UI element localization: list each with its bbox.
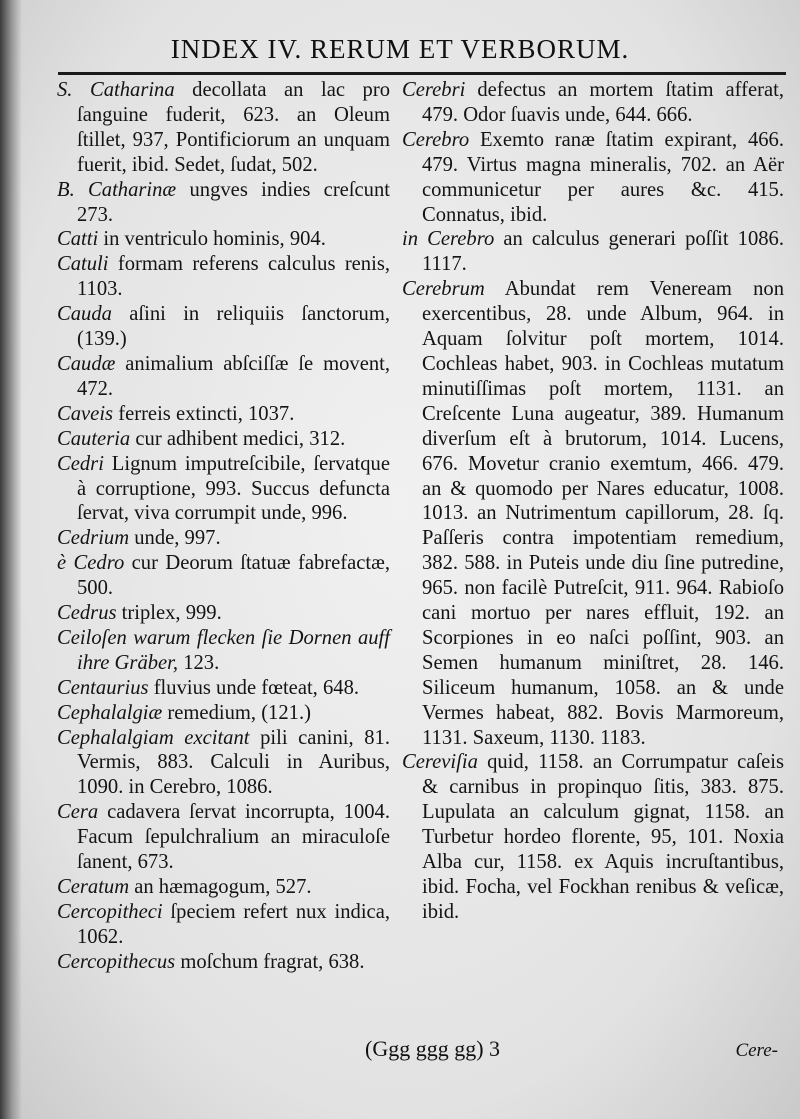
entry-text: an hæmagogum, 527. (129, 876, 312, 898)
entry-keyword: Cerebro (402, 128, 470, 151)
index-entry (57, 402, 390, 427)
index-entry (57, 875, 390, 900)
entry-keyword: Cauteria (57, 427, 131, 450)
entry-text: 123. (178, 651, 220, 674)
entry-text: triplex, 999. (116, 602, 222, 625)
entry-text: moſchum fragrat, 638. (175, 950, 365, 973)
entry-text: in ventriculo hominis, 904. (98, 228, 326, 251)
entry-keyword: B. Catharinæ (57, 178, 177, 201)
entry-text: decollata an lac pro ſanguine fuderit, 623. an Oleum ſtillet, 937, Pontificiorum an unquam fuerit, ibid. Sedet, ſudat, 502. (77, 79, 390, 176)
header-rule (58, 72, 786, 75)
index-entry (57, 551, 390, 601)
right-column (402, 78, 784, 925)
catchword: Cere- (735, 1040, 778, 1061)
entry-text: Exemto ranæ ſtatim expirant, 466. 479. Virtus magna mineralis, 702. an Aër communicetur per aures &c. 415. Connatus, ibid. (422, 128, 784, 226)
entry-keyword: Cephalalgiæ (57, 701, 163, 724)
entry-text: animalium abſciſſæ ſe movent, 472. (77, 352, 390, 400)
entry-keyword: Cephalalgiam excitant (57, 726, 250, 749)
entry-text: Lignum imputreſcibile, ſervatque à corruptione, 993. Succus defuncta ſervat, viva corrumpit unde, 996. (77, 452, 390, 525)
index-entry (402, 128, 784, 228)
entry-keyword: Cerebrum (402, 278, 485, 301)
index-entry (57, 601, 390, 626)
entry-text: aſini in reliquiis ſanctorum, (139.) (77, 303, 390, 351)
index-entry (57, 526, 390, 551)
entry-keyword: Centaurius (57, 676, 149, 699)
index-entry (57, 900, 390, 950)
entry-text: cadavera ſervat incorrupta, 1004. Facum ſepulchralium an miraculoſe ſanent, 673. (77, 801, 390, 874)
entry-text: pili canini, 81. Vermis, 883. Calculi in Auribus, 1090. in Cerebro, 1086. (77, 726, 390, 799)
entry-keyword: Ceratum (57, 876, 130, 898)
entry-text: an calculus generari poſſit 1086. 1117. (422, 228, 785, 276)
entry-keyword: Cera (57, 801, 99, 824)
index-entry (402, 227, 784, 277)
entry-text: cur Deorum ſtatuæ fabrefactæ, 500. (77, 552, 391, 600)
entry-text: formam referens calculus renis, 1103. (77, 253, 390, 301)
entry-keyword: S. Catharina (57, 79, 175, 101)
binding-shadow (0, 0, 22, 1119)
index-entry (57, 302, 390, 352)
entry-text: Abundat rem Veneream non exercentibus, 28. unde Album, 964. in Aquam ſolvitur poſt mortem, 1014. Cochleas habet, 903. in Cochleas mutatum minutiſſimas poſt mortem, 1131. an Creſcente Luna augeatur, 389. Humanum diverſum eſt à brutorum, 1014. Lucens, 676. Movetur cranio exemtum, 466. 479. an & quomodo per Nares educatur, 1008. 1013. an Nutrimentum capillorum, 28. ſq. Paſſeris contra impotentiam remedium, 382. 588. in Puteis unde diu ſine putredine, 965. non facilè Putreſcit, 911. 964. Rabioſo cani mortuo per nares effluit, 192. an Scorpiones in eo naſci poſſint, 903. an Semen humanum miniſtret, 28. 146. Siliceum humanum, 1058. an & unde Vermes habeat, 882. Bovis Marmoreum, 1131. Saxeum, 1130. 1183. (422, 278, 784, 749)
entry-keyword: Cercopitheci (57, 900, 163, 923)
index-entry (57, 352, 390, 402)
entry-text: quid, 1158. an Corrumpatur caſeis & carnibus in propinquo ſitis, 383. 875. Lupulata an calculum gignat, 1158. an Turbetur hordeo florente, 95, 101. Noxia Alba cur, 1158. ex Aquis incruſtantibus, ibid. Focha, vel Fockhan renibus & veſicæ, ibid. (422, 751, 784, 923)
index-entry (57, 427, 390, 452)
entry-keyword: Ceiloſen warum flecken ſie Dornen auff ihre Gräber, (57, 626, 390, 674)
entry-text: fluvius unde fœteat, 648. (148, 676, 360, 699)
index-entry (57, 950, 390, 975)
entry-keyword: Cedrium (57, 527, 130, 550)
index-entry (402, 750, 784, 924)
entry-text: cur adhibent medici, 312. (130, 427, 346, 450)
entry-keyword: è Cedro (57, 552, 125, 575)
entry-text: ferreis extincti, 1037. (113, 402, 295, 425)
entry-keyword: Catti (57, 228, 99, 251)
index-entry (57, 800, 390, 875)
entry-keyword: Cerebri (402, 79, 466, 101)
entry-text: remedium, (121.) (162, 701, 311, 724)
entry-keyword: Catuli (57, 253, 109, 276)
index-entry (57, 701, 390, 726)
index-entry (57, 252, 390, 302)
entry-keyword: Cedrus (57, 602, 117, 625)
index-entry (57, 676, 390, 701)
entry-text: ſpeciem refert nux indica, 1062. (77, 900, 390, 948)
signature-mark: (Ggg ggg gg) 3 (365, 1036, 501, 1061)
index-entry (402, 78, 784, 128)
page-title: INDEX IV. RERUM ET VERBORUM. (170, 34, 630, 64)
entry-text: unde, 997. (129, 527, 221, 550)
entry-keyword: Cauda (57, 303, 112, 326)
index-entry (57, 452, 390, 527)
entry-keyword: Cereviſia (402, 751, 478, 774)
index-entry (57, 726, 390, 801)
index-entry (402, 277, 784, 750)
entry-keyword: Cercopithecus (57, 950, 176, 973)
entry-keyword: in Cerebro (402, 228, 495, 251)
index-entry (57, 227, 390, 252)
entry-keyword: Caudæ (57, 352, 116, 375)
index-entry (57, 178, 390, 228)
entry-keyword: Cedri (57, 452, 104, 475)
left-column (57, 78, 390, 975)
index-entry (57, 626, 390, 676)
entry-text: defectus an mortem ſtatim afferat, 479. Odor ſuavis unde, 644. 666. (422, 79, 784, 126)
entry-text: ungves indies creſcunt 273. (77, 178, 390, 226)
index-entry (57, 78, 390, 178)
entry-keyword: Caveis (57, 402, 114, 425)
